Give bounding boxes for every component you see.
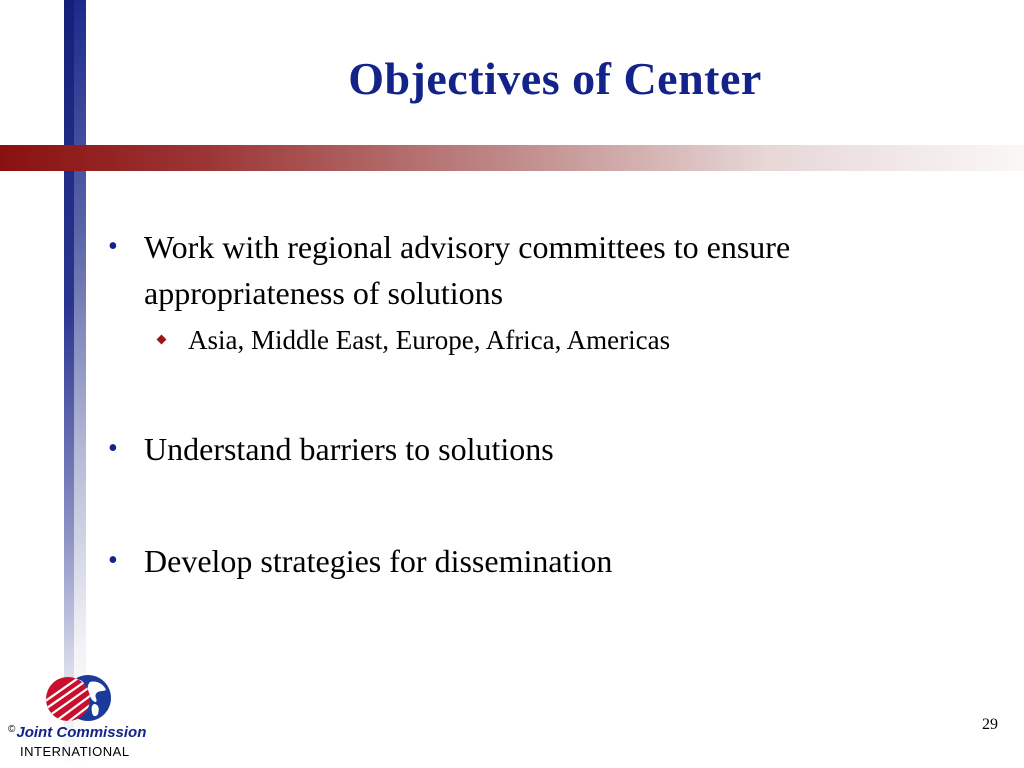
diamond-bullet-icon [157,335,167,345]
bullet-list [108,224,988,584]
bullet-marker: • [108,545,118,576]
bullet-marker: • [108,231,118,262]
logo-name-line2: INTERNATIONAL [20,744,130,759]
bullet-text: Develop strategies for dissemination [144,543,613,579]
bullet-marker: • [108,433,118,464]
joint-commission-logo [8,672,147,764]
bullet-item [108,538,988,584]
logo-name-text: Joint Commission [16,724,147,741]
vertical-accent-bar-dark [64,0,74,768]
sub-bullet-item [156,320,988,360]
bullet-text: Understand barriers to solutions [144,431,554,467]
sub-bullet-text: Asia, Middle East, Europe, Africa, Americas [188,325,671,355]
horizontal-accent-bar [0,145,1024,171]
slide-title: Objectives of Center [348,53,762,104]
bullet-text: Work with regional advisory committees to ensure appropriateness of solutions [144,229,791,311]
logo-name-line1 [8,724,146,741]
bullet-item [108,426,988,472]
page-number: 29 [982,716,998,733]
globe-logo-icon [44,672,116,724]
bullet-item [108,224,988,316]
copyright-symbol: © [8,724,16,735]
